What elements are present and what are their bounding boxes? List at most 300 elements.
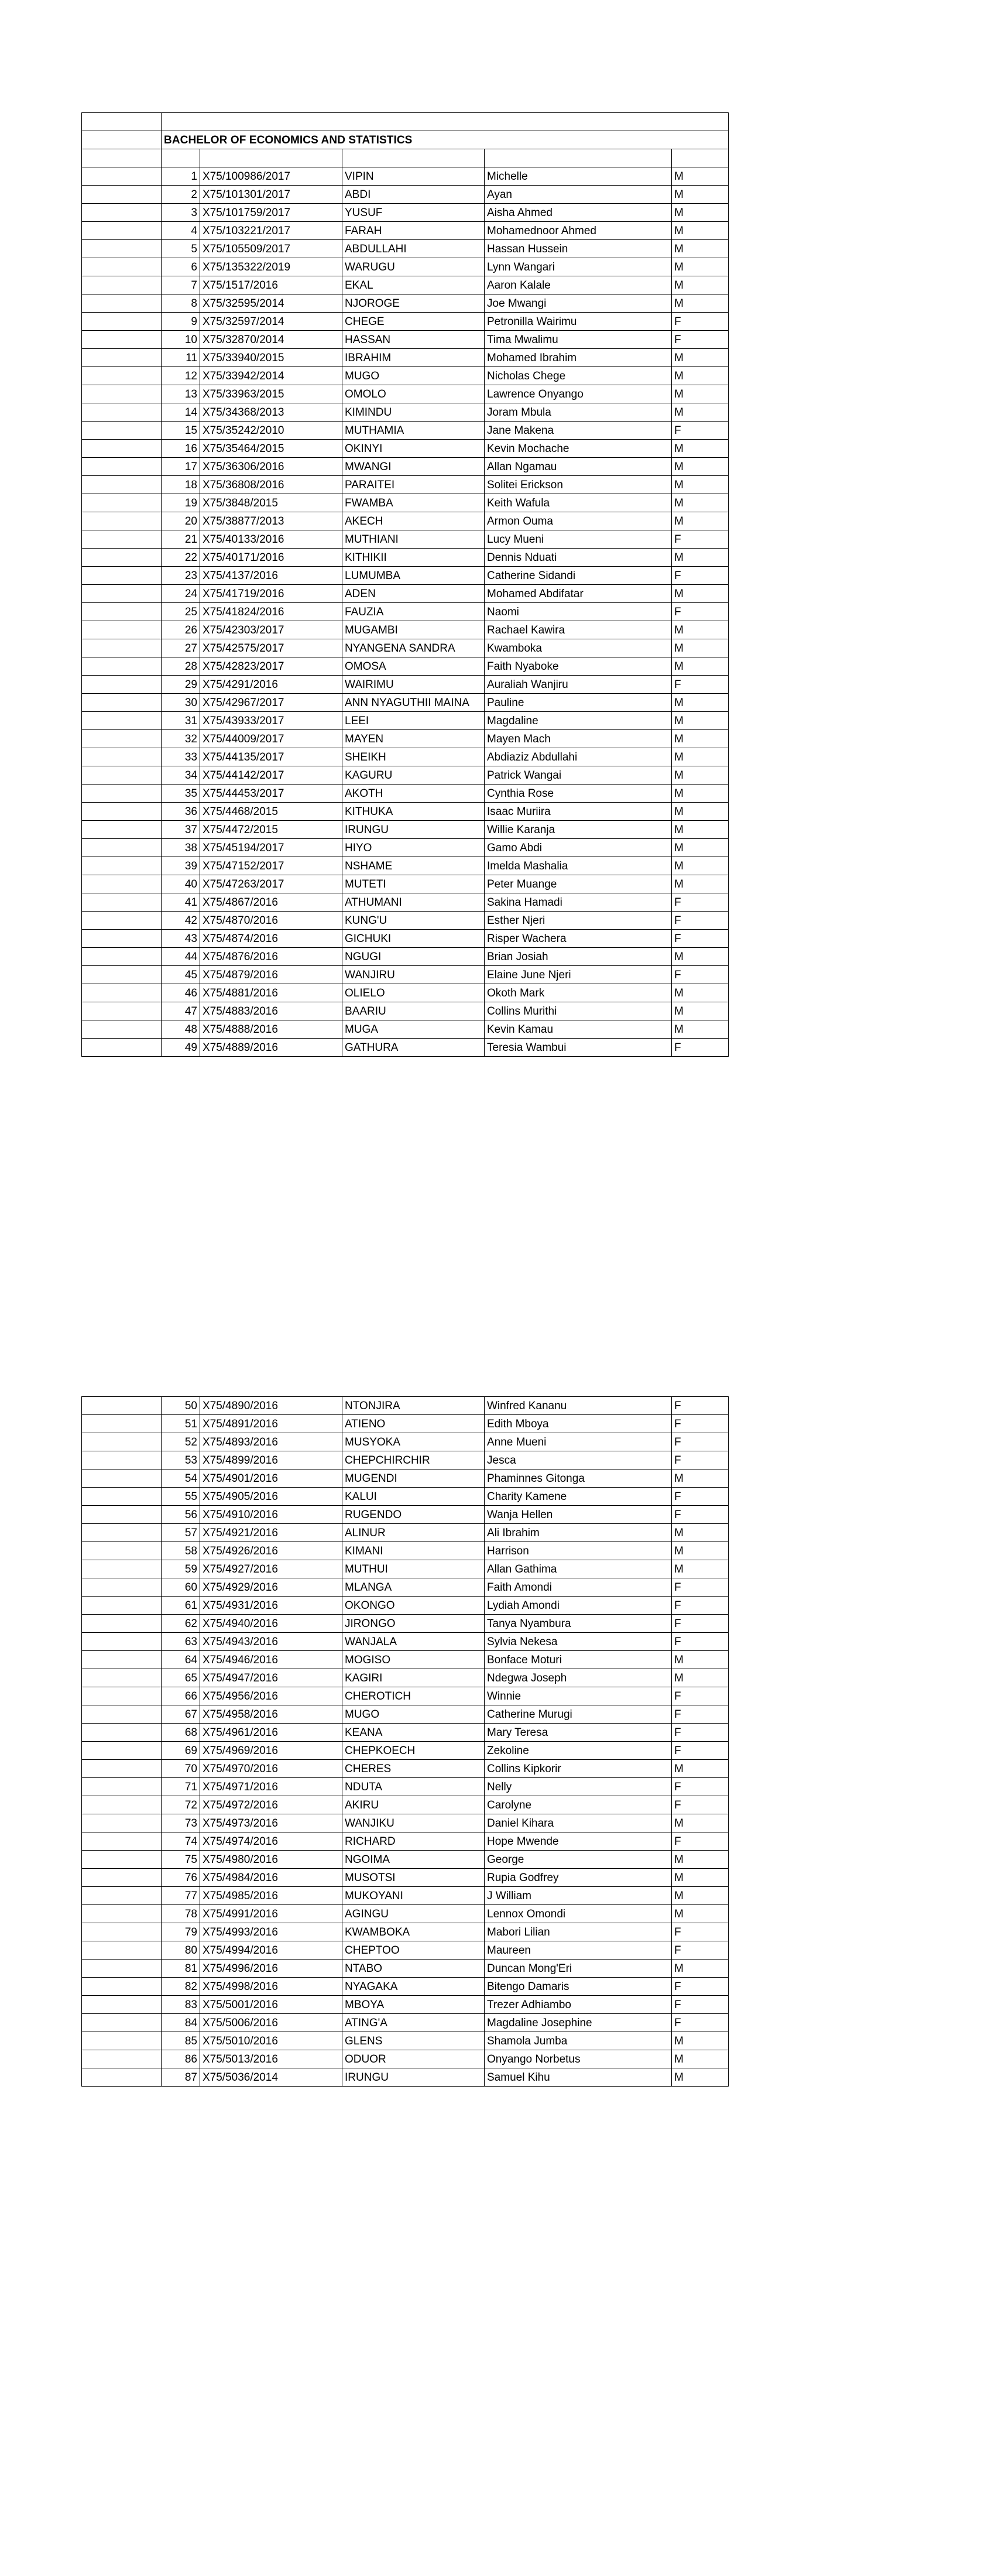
- row-pad-cell: [82, 1633, 162, 1651]
- cell-other-names: Magdaline Josephine: [485, 2014, 672, 2032]
- cell-serial-number: 77: [162, 1887, 200, 1905]
- table-row: [82, 1542, 729, 1560]
- row-pad-cell: [82, 657, 162, 676]
- cell-surname: BAARIU: [342, 1002, 485, 1020]
- cell-serial-number: 26: [162, 621, 200, 639]
- cell-surname: MUGA: [342, 1020, 485, 1039]
- cell-surname: IBRAHIM: [342, 349, 485, 367]
- cell-sex: M: [672, 1905, 729, 1923]
- table-header-row: [82, 149, 729, 167]
- cell-serial-number: 11: [162, 349, 200, 367]
- cell-surname: GICHUKI: [342, 930, 485, 948]
- row-pad-cell: [82, 966, 162, 984]
- cell-other-names: Isaac Muriira: [485, 803, 672, 821]
- cell-surname: MUTHAMIA: [342, 422, 485, 440]
- cell-serial-number: 87: [162, 2068, 200, 2087]
- row-pad-cell: [82, 1923, 162, 1941]
- cell-serial-number: 20: [162, 512, 200, 530]
- cell-serial-number: 9: [162, 313, 200, 331]
- row-pad-cell: [82, 1433, 162, 1451]
- cell-surname: HASSAN: [342, 331, 485, 349]
- cell-surname: MAYEN: [342, 730, 485, 748]
- cell-other-names: Winfred Kananu: [485, 1397, 672, 1415]
- cell-other-names: Jane Makena: [485, 422, 672, 440]
- cell-sex: F: [672, 1039, 729, 1057]
- table-row: [82, 1760, 729, 1778]
- cell-surname: MUTHUI: [342, 1560, 485, 1578]
- cell-serial-number: 42: [162, 912, 200, 930]
- row-pad-cell: [82, 1705, 162, 1724]
- cell-registration-number: X75/4901/2016: [200, 1469, 342, 1488]
- cell-other-names: Anne Mueni: [485, 1433, 672, 1451]
- cell-serial-number: 52: [162, 1433, 200, 1451]
- cell-sex: M: [672, 1524, 729, 1542]
- cell-registration-number: X75/4883/2016: [200, 1002, 342, 1020]
- cell-surname: KIMANI: [342, 1542, 485, 1560]
- cell-other-names: Gamo Abdi: [485, 839, 672, 857]
- row-pad-cell: [82, 821, 162, 839]
- table-row: [82, 258, 729, 276]
- row-pad-cell: [82, 748, 162, 766]
- cell-registration-number: X75/44135/2017: [200, 748, 342, 766]
- cell-registration-number: X75/101301/2017: [200, 186, 342, 204]
- table-row: [82, 984, 729, 1002]
- cell-serial-number: 75: [162, 1851, 200, 1869]
- cell-other-names: Mayen Mach: [485, 730, 672, 748]
- cell-serial-number: 4: [162, 222, 200, 240]
- row-pad-cell: [82, 167, 162, 186]
- cell-sex: M: [672, 276, 729, 294]
- cell-sex: M: [672, 2050, 729, 2068]
- table-row: [82, 1506, 729, 1524]
- row-pad-cell: [82, 1397, 162, 1415]
- cell-surname: CHERES: [342, 1760, 485, 1778]
- blank-cell: [82, 113, 162, 131]
- cell-registration-number: X75/4996/2016: [200, 1960, 342, 1978]
- table-row: [82, 458, 729, 476]
- row-pad-cell: [82, 1869, 162, 1887]
- cell-other-names: Trezer Adhiambo: [485, 1996, 672, 2014]
- table-row: [82, 857, 729, 875]
- column-header-surname: [342, 149, 485, 167]
- cell-other-names: Pauline: [485, 694, 672, 712]
- cell-registration-number: X75/5013/2016: [200, 2050, 342, 2068]
- row-pad-cell: [82, 2050, 162, 2068]
- cell-surname: MUKOYANI: [342, 1887, 485, 1905]
- table-row: [82, 530, 729, 549]
- cell-registration-number: X75/4931/2016: [200, 1597, 342, 1615]
- cell-registration-number: X75/47263/2017: [200, 875, 342, 893]
- table-row: [82, 1397, 729, 1415]
- row-pad-cell: [82, 294, 162, 313]
- table-row: [82, 875, 729, 893]
- cell-registration-number: X75/4943/2016: [200, 1633, 342, 1651]
- cell-registration-number: X75/4970/2016: [200, 1760, 342, 1778]
- cell-serial-number: 86: [162, 2050, 200, 2068]
- cell-registration-number: X75/5006/2016: [200, 2014, 342, 2032]
- row-pad-cell: [82, 912, 162, 930]
- cell-serial-number: 82: [162, 1978, 200, 1996]
- cell-registration-number: X75/47152/2017: [200, 857, 342, 875]
- cell-surname: KEANA: [342, 1724, 485, 1742]
- table-row: [82, 1796, 729, 1814]
- cell-surname: OMOSA: [342, 657, 485, 676]
- table-row: [82, 1615, 729, 1633]
- cell-surname: MLANGA: [342, 1578, 485, 1597]
- cell-surname: OMOLO: [342, 385, 485, 403]
- cell-registration-number: X75/35464/2015: [200, 440, 342, 458]
- cell-serial-number: 58: [162, 1542, 200, 1560]
- cell-serial-number: 24: [162, 585, 200, 603]
- row-pad-cell: [82, 785, 162, 803]
- cell-serial-number: 72: [162, 1796, 200, 1814]
- table-row: [82, 385, 729, 403]
- table-row: [82, 930, 729, 948]
- cell-other-names: Catherine Sidandi: [485, 567, 672, 585]
- cell-surname: KUNG'U: [342, 912, 485, 930]
- cell-serial-number: 43: [162, 930, 200, 948]
- cell-registration-number: X75/4984/2016: [200, 1869, 342, 1887]
- cell-surname: IRUNGU: [342, 2068, 485, 2087]
- cell-surname: LUMUMBA: [342, 567, 485, 585]
- cell-sex: F: [672, 1796, 729, 1814]
- cell-serial-number: 35: [162, 785, 200, 803]
- cell-sex: M: [672, 440, 729, 458]
- table-row: [82, 1651, 729, 1669]
- cell-sex: M: [672, 875, 729, 893]
- row-pad-cell: [82, 585, 162, 603]
- cell-surname: MUGENDI: [342, 1469, 485, 1488]
- cell-surname: NTABO: [342, 1960, 485, 1978]
- cell-sex: F: [672, 1687, 729, 1705]
- cell-sex: F: [672, 676, 729, 694]
- cell-surname: CHEROTICH: [342, 1687, 485, 1705]
- cell-sex: M: [672, 186, 729, 204]
- row-pad-cell: [82, 1778, 162, 1796]
- cell-surname: MUGO: [342, 1705, 485, 1724]
- row-pad-cell: [82, 730, 162, 748]
- cell-sex: M: [672, 240, 729, 258]
- cell-registration-number: X75/4998/2016: [200, 1978, 342, 1996]
- cell-surname: NYAGAKA: [342, 1978, 485, 1996]
- cell-registration-number: X75/4980/2016: [200, 1851, 342, 1869]
- roster-block-page-2: [81, 1396, 729, 2087]
- cell-serial-number: 40: [162, 875, 200, 893]
- cell-surname: YUSUF: [342, 204, 485, 222]
- cell-serial-number: 39: [162, 857, 200, 875]
- table-row: [82, 1002, 729, 1020]
- cell-surname: NSHAME: [342, 857, 485, 875]
- cell-other-names: Winnie: [485, 1687, 672, 1705]
- row-pad-cell: [82, 567, 162, 585]
- cell-serial-number: 63: [162, 1633, 200, 1651]
- table-row: [82, 1832, 729, 1851]
- cell-other-names: Faith Amondi: [485, 1578, 672, 1597]
- table-row: [82, 1778, 729, 1796]
- cell-serial-number: 51: [162, 1415, 200, 1433]
- row-pad-cell: [82, 676, 162, 694]
- cell-other-names: Allan Gathima: [485, 1560, 672, 1578]
- cell-other-names: Hassan Hussein: [485, 240, 672, 258]
- table-row: [82, 1687, 729, 1705]
- cell-sex: M: [672, 748, 729, 766]
- cell-registration-number: X75/4929/2016: [200, 1578, 342, 1597]
- cell-serial-number: 36: [162, 803, 200, 821]
- row-pad-cell: [82, 1978, 162, 1996]
- cell-surname: ABDULLAHI: [342, 240, 485, 258]
- cell-surname: AKIRU: [342, 1796, 485, 1814]
- cell-surname: MOGISO: [342, 1651, 485, 1669]
- cell-serial-number: 78: [162, 1905, 200, 1923]
- cell-registration-number: X75/4946/2016: [200, 1651, 342, 1669]
- row-pad-cell: [82, 1451, 162, 1469]
- cell-sex: F: [672, 1397, 729, 1415]
- row-pad-cell: [82, 204, 162, 222]
- cell-registration-number: X75/4891/2016: [200, 1415, 342, 1433]
- cell-serial-number: 66: [162, 1687, 200, 1705]
- cell-sex: F: [672, 1415, 729, 1433]
- row-pad-cell: [82, 385, 162, 403]
- cell-serial-number: 31: [162, 712, 200, 730]
- cell-sex: M: [672, 458, 729, 476]
- cell-sex: F: [672, 1724, 729, 1742]
- cell-serial-number: 32: [162, 730, 200, 748]
- cell-serial-number: 5: [162, 240, 200, 258]
- cell-sex: M: [672, 621, 729, 639]
- table-row: [82, 1469, 729, 1488]
- cell-sex: M: [672, 1814, 729, 1832]
- cell-serial-number: 33: [162, 748, 200, 766]
- cell-surname: LEEI: [342, 712, 485, 730]
- cell-registration-number: X75/4889/2016: [200, 1039, 342, 1057]
- cell-surname: WANJALA: [342, 1633, 485, 1651]
- cell-serial-number: 12: [162, 367, 200, 385]
- cell-surname: MBOYA: [342, 1996, 485, 2014]
- cell-surname: AKOTH: [342, 785, 485, 803]
- cell-surname: KALUI: [342, 1488, 485, 1506]
- cell-serial-number: 7: [162, 276, 200, 294]
- row-pad-cell: [82, 458, 162, 476]
- cell-serial-number: 14: [162, 403, 200, 422]
- cell-sex: M: [672, 1542, 729, 1560]
- cell-registration-number: X75/4956/2016: [200, 1687, 342, 1705]
- cell-registration-number: X75/4985/2016: [200, 1887, 342, 1905]
- cell-other-names: Imelda Mashalia: [485, 857, 672, 875]
- cell-other-names: Charity Kamene: [485, 1488, 672, 1506]
- cell-registration-number: X75/32597/2014: [200, 313, 342, 331]
- cell-registration-number: X75/4958/2016: [200, 1705, 342, 1724]
- cell-other-names: Collins Kipkorir: [485, 1760, 672, 1778]
- cell-other-names: Peter Muange: [485, 875, 672, 893]
- table-row: [82, 403, 729, 422]
- cell-surname: NYANGENA SANDRA: [342, 639, 485, 657]
- cell-other-names: Patrick Wangai: [485, 766, 672, 785]
- cell-registration-number: X75/4867/2016: [200, 893, 342, 912]
- row-pad-cell: [82, 1039, 162, 1057]
- cell-serial-number: 50: [162, 1397, 200, 1415]
- cell-sex: F: [672, 1488, 729, 1506]
- cell-surname: MUGAMBI: [342, 621, 485, 639]
- cell-serial-number: 41: [162, 893, 200, 912]
- cell-other-names: Nelly: [485, 1778, 672, 1796]
- cell-surname: KITHUKA: [342, 803, 485, 821]
- cell-serial-number: 6: [162, 258, 200, 276]
- cell-registration-number: X75/4890/2016: [200, 1397, 342, 1415]
- row-pad-cell: [82, 349, 162, 367]
- row-pad-cell: [82, 603, 162, 621]
- cell-sex: M: [672, 730, 729, 748]
- cell-surname: FAUZIA: [342, 603, 485, 621]
- cell-registration-number: X75/4994/2016: [200, 1941, 342, 1960]
- cell-serial-number: 18: [162, 476, 200, 494]
- cell-serial-number: 10: [162, 331, 200, 349]
- row-pad-cell: [82, 512, 162, 530]
- cell-serial-number: 54: [162, 1469, 200, 1488]
- table-row: [82, 603, 729, 621]
- row-pad-cell: [82, 1469, 162, 1488]
- row-pad-cell: [82, 440, 162, 458]
- cell-registration-number: X75/5001/2016: [200, 1996, 342, 2014]
- cell-other-names: Aisha Ahmed: [485, 204, 672, 222]
- cell-sex: F: [672, 2014, 729, 2032]
- table-row: [82, 803, 729, 821]
- table-row: [82, 1960, 729, 1978]
- row-pad-cell: [82, 1687, 162, 1705]
- cell-other-names: Ndegwa Joseph: [485, 1669, 672, 1687]
- table-row: [82, 839, 729, 857]
- table-row: [82, 2014, 729, 2032]
- page-title: BACHELOR OF ECONOMICS AND STATISTICS: [162, 131, 729, 149]
- cell-surname: ADEN: [342, 585, 485, 603]
- cell-surname: AGINGU: [342, 1905, 485, 1923]
- row-pad-cell: [82, 276, 162, 294]
- cell-serial-number: 73: [162, 1814, 200, 1832]
- cell-sex: M: [672, 821, 729, 839]
- cell-other-names: Risper Wachera: [485, 930, 672, 948]
- cell-surname: OKONGO: [342, 1597, 485, 1615]
- cell-surname: KITHIKII: [342, 549, 485, 567]
- cell-other-names: Michelle: [485, 167, 672, 186]
- cell-serial-number: 13: [162, 385, 200, 403]
- cell-serial-number: 8: [162, 294, 200, 313]
- cell-sex: M: [672, 2068, 729, 2087]
- cell-sex: M: [672, 1560, 729, 1578]
- cell-other-names: Rachael Kawira: [485, 621, 672, 639]
- column-header-sex: [672, 149, 729, 167]
- table-row: [82, 204, 729, 222]
- cell-registration-number: X75/45194/2017: [200, 839, 342, 857]
- cell-serial-number: 53: [162, 1451, 200, 1469]
- cell-registration-number: X75/4971/2016: [200, 1778, 342, 1796]
- cell-surname: SHEIKH: [342, 748, 485, 766]
- cell-sex: M: [672, 694, 729, 712]
- table-row: [82, 276, 729, 294]
- table-row: [82, 1851, 729, 1869]
- cell-sex: F: [672, 530, 729, 549]
- row-pad-cell: [82, 1851, 162, 1869]
- cell-sex: M: [672, 1469, 729, 1488]
- table-row: [82, 712, 729, 730]
- cell-sex: M: [672, 167, 729, 186]
- cell-registration-number: X75/4291/2016: [200, 676, 342, 694]
- cell-other-names: Edith Mboya: [485, 1415, 672, 1433]
- cell-surname: HIYO: [342, 839, 485, 857]
- column-header-registration: [200, 149, 342, 167]
- row-pad-cell: [82, 1524, 162, 1542]
- cell-serial-number: 29: [162, 676, 200, 694]
- cell-surname: NGOIMA: [342, 1851, 485, 1869]
- cell-registration-number: X75/4137/2016: [200, 567, 342, 585]
- cell-registration-number: X75/4876/2016: [200, 948, 342, 966]
- cell-registration-number: X75/4991/2016: [200, 1905, 342, 1923]
- row-pad-cell: [82, 984, 162, 1002]
- cell-sex: F: [672, 1615, 729, 1633]
- table-body: [82, 1397, 729, 2087]
- cell-serial-number: 57: [162, 1524, 200, 1542]
- cell-other-names: Kevin Mochache: [485, 440, 672, 458]
- cell-other-names: Tima Mwalimu: [485, 331, 672, 349]
- row-pad-cell: [82, 1020, 162, 1039]
- cell-serial-number: 21: [162, 530, 200, 549]
- cell-sex: M: [672, 385, 729, 403]
- cell-other-names: Armon Ouma: [485, 512, 672, 530]
- cell-registration-number: X75/38877/2013: [200, 512, 342, 530]
- cell-serial-number: 81: [162, 1960, 200, 1978]
- cell-serial-number: 28: [162, 657, 200, 676]
- cell-other-names: Mary Teresa: [485, 1724, 672, 1742]
- cell-sex: F: [672, 1778, 729, 1796]
- row-pad-cell: [82, 1542, 162, 1560]
- cell-surname: WARUGU: [342, 258, 485, 276]
- cell-other-names: Kevin Kamau: [485, 1020, 672, 1039]
- cell-registration-number: X75/4974/2016: [200, 1832, 342, 1851]
- cell-sex: F: [672, 1705, 729, 1724]
- cell-sex: F: [672, 1451, 729, 1469]
- table-row: [82, 1887, 729, 1905]
- cell-surname: NJOROGE: [342, 294, 485, 313]
- cell-surname: ALINUR: [342, 1524, 485, 1542]
- row-pad-cell: [82, 1960, 162, 1978]
- cell-surname: FARAH: [342, 222, 485, 240]
- cell-surname: KAGIRI: [342, 1669, 485, 1687]
- cell-registration-number: X75/100986/2017: [200, 167, 342, 186]
- cell-registration-number: X75/41719/2016: [200, 585, 342, 603]
- cell-surname: NGUGI: [342, 948, 485, 966]
- table-row: [82, 1633, 729, 1651]
- cell-registration-number: X75/4947/2016: [200, 1669, 342, 1687]
- cell-sex: F: [672, 893, 729, 912]
- cell-surname: FWAMBA: [342, 494, 485, 512]
- cell-sex: F: [672, 1941, 729, 1960]
- cell-surname: EKAL: [342, 276, 485, 294]
- cell-surname: CHEPCHIRCHIR: [342, 1451, 485, 1469]
- cell-other-names: Bitengo Damaris: [485, 1978, 672, 1996]
- cell-other-names: Cynthia Rose: [485, 785, 672, 803]
- row-pad-cell: [82, 313, 162, 331]
- cell-other-names: Lennox Omondi: [485, 1905, 672, 1923]
- cell-serial-number: 55: [162, 1488, 200, 1506]
- cell-serial-number: 23: [162, 567, 200, 585]
- cell-sex: M: [672, 1002, 729, 1020]
- table-row: [82, 694, 729, 712]
- cell-sex: F: [672, 1633, 729, 1651]
- row-pad-cell: [82, 258, 162, 276]
- table-row: [82, 1996, 729, 2014]
- cell-sex: M: [672, 803, 729, 821]
- cell-sex: F: [672, 966, 729, 984]
- table-row: [82, 766, 729, 785]
- cell-sex: M: [672, 222, 729, 240]
